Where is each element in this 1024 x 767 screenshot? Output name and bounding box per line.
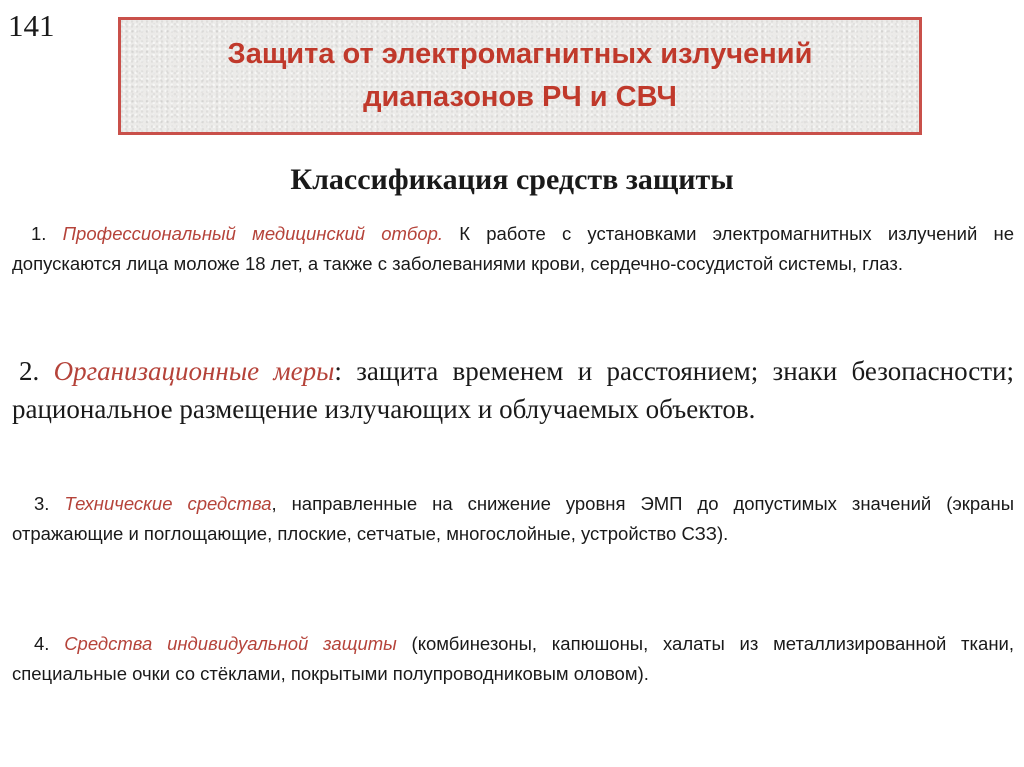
title-line-2: диапазонов РЧ и СВЧ (363, 81, 677, 113)
item-number: 1. (31, 223, 47, 244)
slide-number: 141 (8, 8, 55, 43)
item-text: (комбинезоны, капюшоны, халаты из металлизированной ткани, специальные очки со стёклами, покрытыми полупроводниковым оловом). (12, 633, 1015, 684)
item-text: : защита временем и расстоянием; знаки безопасности; рациональное размещение излучающих и облучаемых объектов. (12, 356, 1015, 424)
section-heading: Классификация средств защиты (290, 163, 734, 196)
title-line-1: Защита от электромагнитных излучений (227, 38, 813, 70)
item-highlight: Организационные меры (53, 356, 335, 386)
list-item-3 (12, 489, 1014, 549)
list-item-2 (12, 352, 1014, 428)
item-text: К работе с установками электромагнитных излучений не допускаются лица моложе 18 лет, а также с заболеваниями крови, сердечно-сосудистой системы, глаз. (12, 223, 1015, 274)
item-number: 4. (34, 633, 50, 654)
item-highlight: Профессиональный медицинский отбор. (62, 223, 444, 244)
title-box (118, 17, 922, 135)
item-highlight: Средства индивидуальной защиты (64, 633, 397, 654)
list-item-1 (12, 219, 1014, 279)
item-number: 2. (19, 356, 40, 386)
list-item-4 (12, 629, 1014, 689)
item-number: 3. (34, 493, 50, 514)
item-text: , направленные на снижение уровня ЭМП до допустимых значений (экраны отражающие и поглощающие, плоские, сетчатые, многослойные, устройство СЗЗ). (12, 493, 1014, 544)
item-highlight: Технические средства (64, 493, 272, 514)
